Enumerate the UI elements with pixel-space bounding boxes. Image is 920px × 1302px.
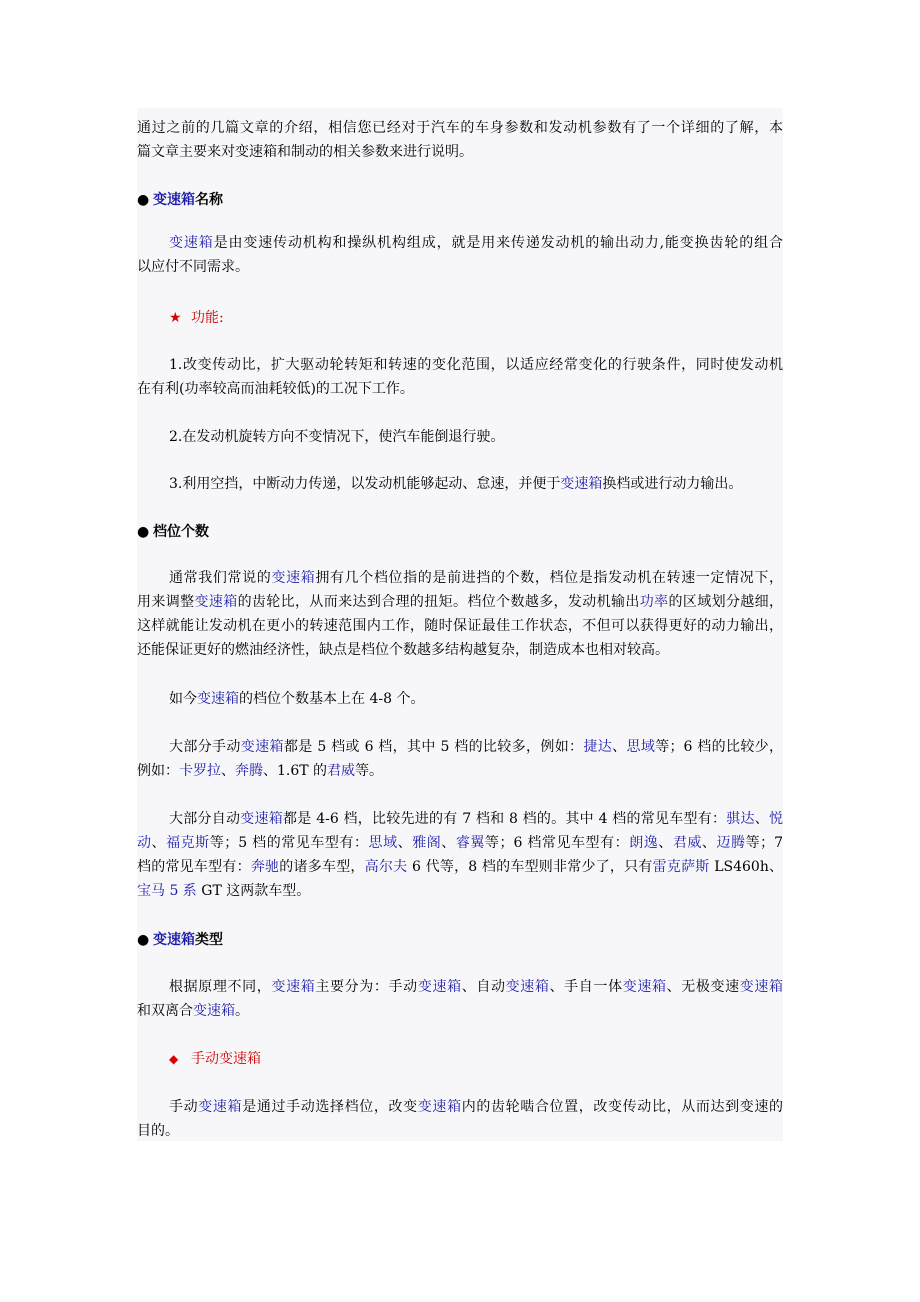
car-link-bmw-5[interactable]: 宝马 5 系 — [137, 883, 197, 899]
bullet-icon: ● — [137, 524, 150, 540]
car-link-regal[interactable]: 君威 — [327, 763, 356, 779]
function-heading — [137, 306, 783, 330]
manual-gearbox-label: 手动变速箱 — [191, 1051, 261, 1067]
car-link-accord[interactable]: 雅阁 — [412, 835, 442, 851]
definition-line-1: 变速箱是由变速传动机构和操纵机构组成，就是用来传递发动机的输出动力,能变换齿轮的组合 — [169, 235, 783, 251]
section-title: 名称 — [195, 192, 223, 208]
car-link-elantra[interactable]: 动 — [137, 835, 152, 851]
auto-gears-line-2: 动、福克斯等；5 档的常见车型有：思域、雅阁、睿翼等；6 档常见车型有：朗逸、君威、迈腾等；7 — [137, 835, 783, 851]
gearbox-link[interactable]: 变速箱 — [271, 570, 316, 586]
gearbox-link[interactable]: 变速箱 — [271, 979, 316, 995]
gears-paragraph — [137, 566, 783, 662]
section-heading-gears — [137, 520, 783, 544]
car-link-jetta[interactable]: 捷达 — [583, 739, 613, 755]
gearbox-link[interactable]: 变速箱 — [417, 1099, 462, 1115]
car-link-lavida[interactable]: 朗逸 — [629, 835, 659, 851]
gearbox-link[interactable]: 变速箱 — [194, 594, 238, 610]
car-link-benz[interactable]: 奔驰 — [250, 859, 280, 875]
function-item-3-line: 3.利用空挡，中断动力传递，以发动机能够起动、怠速，并便于变速箱换档或进行动力输出。 — [169, 476, 743, 492]
gearbox-link[interactable]: 变速箱 — [505, 979, 550, 995]
gears-line-4: 还能保证更好的燃油经济性，缺点是档位个数越多结构越复杂，制造成本也相对较高。 — [137, 642, 669, 658]
gearbox-link[interactable]: 变速箱 — [153, 932, 195, 948]
function-item-1-line-1: 1.改变传动比，扩大驱动轮转矩和转速的变化范围，以适应经常变化的行驶条件，同时使发动机 — [169, 357, 783, 373]
gears-line-1: 通常我们常说的变速箱拥有几个档位指的是前进挡的个数，档位是指发动机在转速一定情况下， — [169, 570, 783, 586]
function-item-1 — [137, 353, 783, 401]
section-title: 类型 — [195, 932, 223, 948]
gears-line-2: 用来调整变速箱的齿轮比，从而来达到合理的扭矩。档位个数越多，发动机输出功率的区域划分越细， — [137, 594, 783, 610]
car-link-mondeo[interactable]: 睿翼 — [455, 835, 485, 851]
intro-line-2: 篇文章主要来对变速箱和制动的相关参数来进行说明。 — [137, 144, 473, 160]
auto-gears-line-3: 档的常见车型有：奔驰的诸多车型，高尔夫 6 代等，8 档的车型则非常少了，只有雷克萨斯 LS460h、 — [137, 859, 783, 875]
star-icon: ★ — [169, 310, 182, 326]
gearbox-link[interactable]: 变速箱 — [193, 1003, 235, 1019]
car-link-corolla[interactable]: 卡罗拉 — [179, 763, 221, 779]
definition-line-2: 以应付不同需求。 — [137, 259, 249, 275]
types-line-1: 根据原理不同，变速箱主要分为：手动变速箱、自动变速箱、手自一体变速箱、无极变速变速箱 — [169, 979, 783, 995]
gearbox-link[interactable]: 变速箱 — [240, 811, 284, 827]
car-link-magotan[interactable]: 迈腾 — [716, 835, 746, 851]
gearbox-link[interactable]: 变速箱 — [169, 235, 214, 251]
types-line-2: 和双离合变速箱。 — [137, 1003, 249, 1019]
gear-count-line: 如今变速箱的档位个数基本上在 4-8 个。 — [169, 691, 425, 707]
definition-paragraph — [137, 231, 783, 279]
manual-gearbox-heading — [137, 1047, 783, 1071]
manual-gearbox-line-2: 目的。 — [137, 1123, 179, 1139]
section-heading-name — [137, 188, 783, 212]
car-link-focus[interactable]: 福克斯 — [166, 835, 210, 851]
function-item-2-line: 2.在发动机旋转方向不变情况下，使汽车能倒退行驶。 — [169, 429, 505, 445]
diamond-icon: ◆ — [169, 1052, 179, 1066]
gearbox-link[interactable]: 变速箱 — [240, 739, 284, 755]
bullet-icon: ● — [137, 932, 150, 948]
car-link-lexus[interactable]: 雷克萨斯 — [652, 859, 710, 875]
car-link-tiida[interactable]: 骐达 — [726, 811, 755, 827]
gearbox-link[interactable]: 变速箱 — [153, 192, 195, 208]
gearbox-link[interactable]: 变速箱 — [622, 979, 667, 995]
function-item-1-line-2: 在有利(功率较高而油耗较低)的工况下工作。 — [137, 381, 414, 397]
car-link-regal[interactable]: 君威 — [672, 835, 702, 851]
car-link-civic[interactable]: 思域 — [368, 835, 398, 851]
gearbox-link[interactable]: 变速箱 — [417, 979, 462, 995]
power-link[interactable]: 功率 — [639, 594, 669, 610]
article-body — [137, 108, 783, 1141]
manual-gears-line-2: 例如：卡罗拉、奔腾、1.6T 的君威等。 — [137, 763, 384, 779]
auto-gears-line-4: 宝马 5 系 GT 这两款车型。 — [137, 883, 311, 899]
car-link-civic[interactable]: 思域 — [626, 739, 656, 755]
gearbox-link[interactable]: 变速箱 — [739, 979, 783, 995]
gearbox-link[interactable]: 变速箱 — [560, 476, 603, 492]
section-heading-types — [137, 928, 783, 952]
intro-paragraph — [137, 116, 783, 164]
manual-gearbox-paragraph — [137, 1095, 783, 1143]
bullet-icon: ● — [137, 192, 150, 208]
gear-count-paragraph — [137, 687, 783, 711]
auto-gears-paragraph — [137, 807, 783, 903]
intro-line-1: 通过之前的几篇文章的介绍，相信您已经对于汽车的车身参数和发动机参数有了一个详细的了解，本 — [137, 120, 783, 136]
function-label: 功能: — [191, 310, 224, 326]
types-paragraph — [137, 975, 783, 1023]
manual-gears-paragraph — [137, 735, 783, 783]
function-item-3 — [137, 472, 783, 496]
car-link-golf[interactable]: 高尔夫 — [364, 859, 408, 875]
function-item-2 — [137, 425, 783, 449]
auto-gears-line-1: 大部分自动变速箱都是 4-6 档，比较先进的有 7 档和 8 档的。其中 4 档的常见车型有：骐达、悦 — [169, 811, 783, 827]
section-title: 档位个数 — [153, 524, 209, 540]
gearbox-link[interactable]: 变速箱 — [198, 1099, 243, 1115]
gearbox-link[interactable]: 变速箱 — [197, 691, 239, 707]
car-link-elantra[interactable]: 悦 — [769, 811, 783, 827]
car-link-besturn[interactable]: 奔腾 — [235, 763, 263, 779]
manual-gearbox-line-1: 手动变速箱是通过手动选择档位，改变变速箱内的齿轮啮合位置，改变传动比，从而达到变速的 — [169, 1099, 783, 1115]
gears-line-3: 这样就能让发动机在更小的转速范围内工作，随时保证最佳工作状态，不但可以获得更好的动力输出， — [137, 618, 783, 634]
manual-gears-line-1: 大部分手动变速箱都是 5 档或 6 档，其中 5 档的比较多，例如：捷达、思域等；6 档的比较少， — [169, 739, 783, 755]
